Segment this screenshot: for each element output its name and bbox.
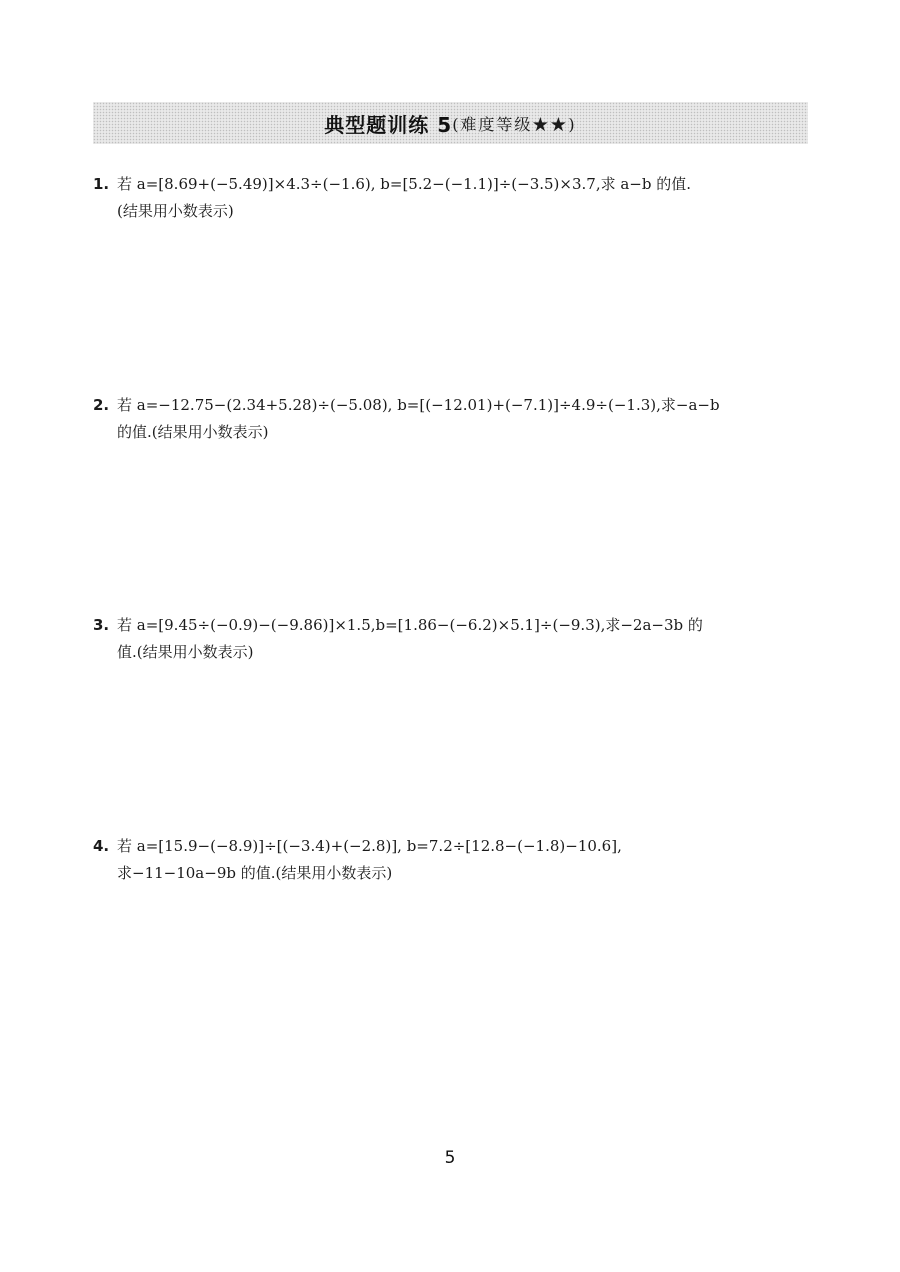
- problem-text-cont: 求−11−10a−9b 的值.(结果用小数表示): [117, 864, 393, 882]
- problem-text: 若 a=[9.45÷(−0.9)−(−9.86)]×1.5,b=[1.86−(−6.2)×5.1]÷(−9.3),求−2a−3b 的: [117, 616, 703, 634]
- title-difficulty: (难度等级★★): [452, 114, 577, 134]
- problem-text: 若 a=[15.9−(−8.9)]÷[(−3.4)+(−2.8)], b=7.2÷[12.8−(−1.8)−10.6],: [117, 837, 622, 855]
- problem-text: 若 a=−12.75−(2.34+5.28)÷(−5.08), b=[(−12.01)+(−7.1)]÷4.9÷(−1.3),求−a−b: [117, 396, 720, 414]
- problem-number: 4.: [93, 837, 110, 855]
- problem-2: [93, 392, 808, 446]
- problem-4: [93, 833, 808, 887]
- problem-3: [93, 612, 808, 666]
- problem-text-cont: 的值.(结果用小数表示): [117, 423, 269, 441]
- problem-number: 2.: [93, 396, 110, 414]
- title-banner: [93, 102, 808, 144]
- problem-text-cont: 值.(结果用小数表示): [117, 643, 254, 661]
- title-main: 典型题训练 5: [324, 112, 453, 137]
- problem-text-cont: (结果用小数表示): [117, 202, 234, 220]
- problem-number: 1.: [93, 175, 110, 193]
- problem-text: 若 a=[8.69+(−5.49)]×4.3÷(−1.6), b=[5.2−(−1.1)]÷(−3.5)×3.7,求 a−b 的值.: [117, 175, 692, 193]
- page-number: 5: [444, 1148, 456, 1168]
- problem-number: 3.: [93, 616, 110, 634]
- problem-1: [93, 171, 808, 225]
